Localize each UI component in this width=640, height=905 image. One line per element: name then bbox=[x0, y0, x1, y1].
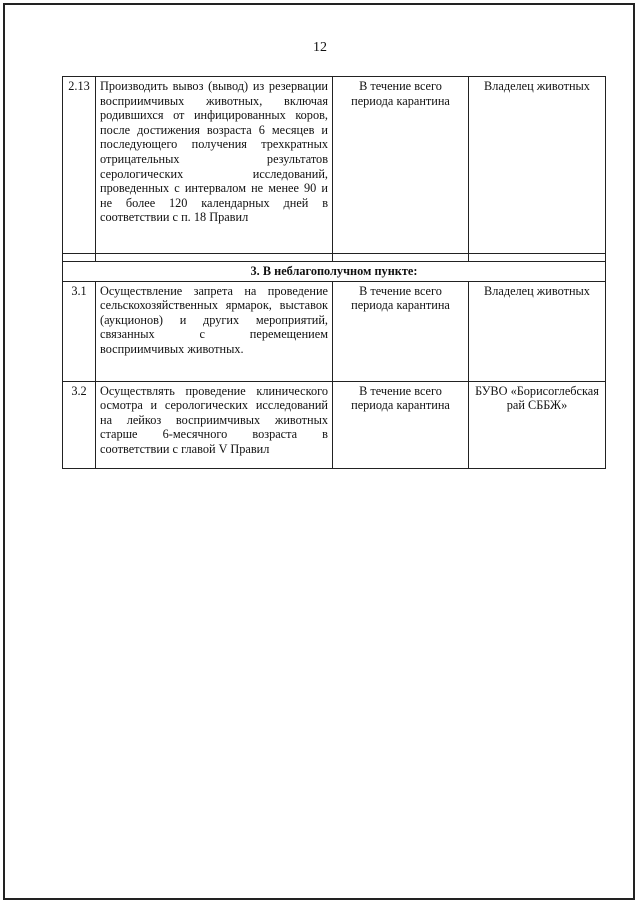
row-term: В течение всего периода карантина bbox=[333, 77, 469, 254]
measures-table bbox=[62, 76, 606, 469]
row-task: Производить вывоз (вывод) из резервации восприимчивых животных, включая родившихся от инфицированных коров, после достижения возраста 6 месяцев и последующего получения трехкратных отрицательных результатов серологических исследований, проведенных с интервалом не менее 90 и не более 120 календарных дней в соответствии с п. 18 Правил bbox=[96, 77, 333, 254]
table-row bbox=[63, 77, 606, 254]
row-number: 3.2 bbox=[63, 381, 96, 468]
row-term: В течение всего периода карантина bbox=[333, 281, 469, 381]
table-row bbox=[63, 381, 606, 468]
table-gap-row bbox=[63, 254, 606, 262]
section-header-row bbox=[63, 262, 606, 282]
table-row bbox=[63, 281, 606, 381]
page-number: 12 bbox=[313, 40, 327, 55]
section-title: 3. В неблагополучном пункте: bbox=[63, 262, 606, 282]
row-owner: Владелец животных bbox=[469, 77, 606, 254]
row-term: В течение всего периода карантина bbox=[333, 381, 469, 468]
row-number: 3.1 bbox=[63, 281, 96, 381]
row-task: Осуществление запрета на проведение сельскохозяйственных ярмарок, выставок (аукционов) и других мероприятий, связанных с перемещением восприимчивых животных. bbox=[96, 281, 333, 381]
row-task: Осуществлять проведение клинического осмотра и серологических исследований на лейкоз восприимчивых животных старше 6-месячного возраста в соответствии с главой V Правил bbox=[96, 381, 333, 468]
row-owner: БУВО «Борисоглебская рай СББЖ» bbox=[469, 381, 606, 468]
row-number: 2.13 bbox=[63, 77, 96, 254]
row-owner: Владелец животных bbox=[469, 281, 606, 381]
